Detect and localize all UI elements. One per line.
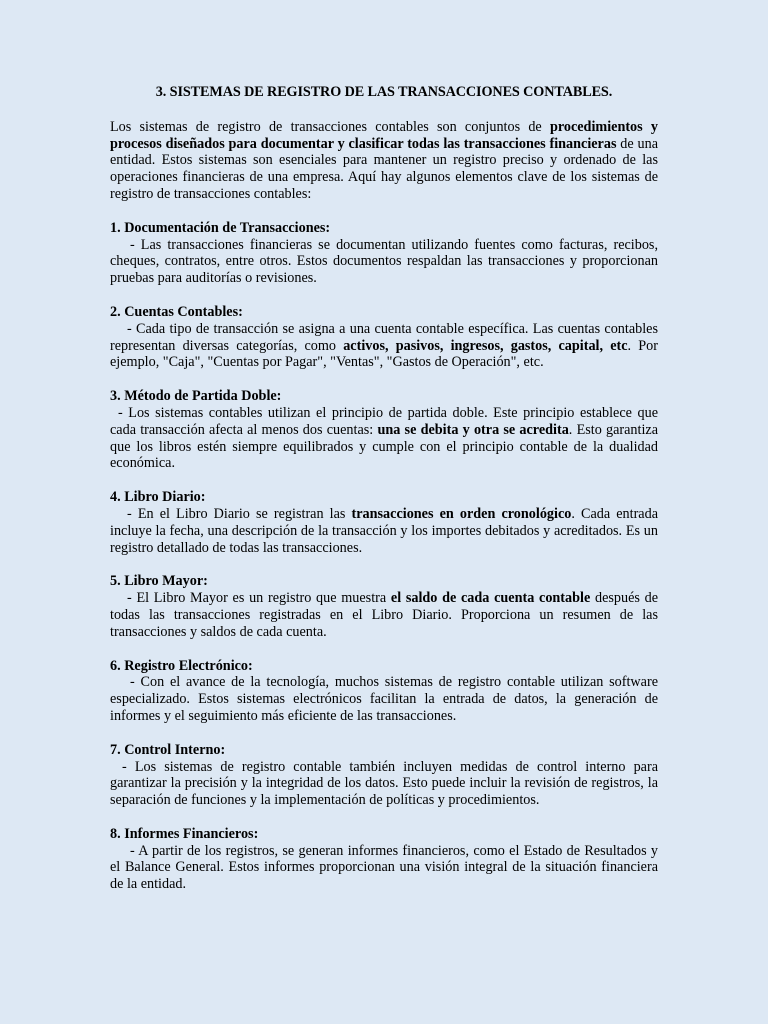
- section-bold-text: el saldo de cada cuenta contable: [390, 590, 591, 607]
- section-body: [110, 506, 658, 556]
- section-body: [110, 405, 658, 472]
- section-registro-electronico: [110, 658, 658, 725]
- intro-bold-text: procedimientos y procesos diseñados para documentar y clasificar todas las transacciones financieras: [110, 118, 658, 152]
- section-heading: 7. Control Interno:: [110, 741, 226, 758]
- section-text: - A partir de los registros, se generan informes financieros, como el Estado de Resultados y el Balance General. Estos informes proporcionan una visión integral de la situación financiera de la entidad.: [110, 842, 658, 893]
- section-text: . Cada entrada incluye la fecha, una descripción de la transacción y los importes debitados y acreditados. Es un registro detallado de todas las transacciones.: [110, 505, 658, 556]
- section-text: . Por ejemplo, "Caja", "Cuentas por Pagar", "Ventas", "Gastos de Operación", etc.: [110, 337, 658, 371]
- section-partida-doble: [110, 388, 658, 472]
- section-libro-diario: [110, 489, 658, 556]
- section-body: [110, 759, 658, 809]
- section-body: [110, 321, 658, 371]
- intro-text-1: Los sistemas de registro de transacciones contables son conjuntos de: [110, 118, 550, 135]
- intro-paragraph: [110, 119, 658, 203]
- section-heading: 4. Libro Diario:: [110, 489, 206, 506]
- section-bold-text: una se debita y otra se acredita: [377, 421, 569, 438]
- section-text: - En el Libro Diario se registran las: [127, 505, 352, 522]
- section-body: [110, 237, 658, 287]
- document-page: [110, 84, 658, 910]
- section-body: [110, 674, 658, 724]
- section-text: - Los sistemas contables utilizan el principio de partida doble. Este principio establece que cada transacción afecta al menos dos cuentas:: [110, 404, 658, 438]
- section-text: - Los sistemas de registro contable también incluyen medidas de control interno para garantizar la precisión y la integridad de los datos. Esto puede incluir la revisión de registros, la separación de funciones y la implementación de políticas y procedimientos.: [110, 758, 658, 809]
- document-title: 3. SISTEMAS DE REGISTRO DE LAS TRANSACCIONES CONTABLES.: [155, 84, 613, 100]
- section-heading: 6. Registro Electrónico:: [110, 657, 253, 674]
- section-heading: 8. Informes Financieros:: [110, 825, 259, 842]
- section-body: [110, 843, 658, 893]
- section-cuentas-contables: [110, 304, 658, 371]
- section-text: - El Libro Mayor es un registro que muestra: [127, 590, 391, 607]
- intro-text-2: de una entidad. Estos sistemas son esenciales para mantener un registro preciso y ordenado de las operaciones financieras de una empresa. Aquí hay algunos elementos clave de los sistemas de registro de transacciones contables:: [110, 135, 658, 202]
- section-text: - Cada tipo de transacción se asigna a una cuenta contable específica. Las cuentas contables representan diversas categorías, como: [110, 320, 658, 354]
- section-bold-text: transacciones en orden cronológico: [351, 505, 572, 522]
- section-heading: 3. Método de Partida Doble:: [110, 388, 282, 405]
- section-documentacion: [110, 220, 658, 287]
- section-body: [110, 590, 658, 640]
- section-control-interno: [110, 742, 658, 809]
- section-text: - Las transacciones financieras se documentan utilizando fuentes como facturas, recibos, cheques, contratos, entre otros. Estos documentos respaldan las transacciones y proporcionan pruebas para auditorías o revisiones.: [110, 236, 658, 287]
- section-informes-financieros: [110, 826, 658, 893]
- section-heading: 1. Documentación de Transacciones:: [110, 219, 331, 236]
- section-heading: 2. Cuentas Contables:: [110, 303, 243, 320]
- section-text: después de todas las transacciones registradas en el Libro Diario. Proporciona un resumen de las transacciones y saldos de cada cuenta.: [110, 590, 658, 640]
- section-text: . Esto garantiza que los libros estén siempre equilibrados y cumple con el principio contable de la dualidad económica.: [110, 421, 658, 472]
- section-bold-text: activos, pasivos, ingresos, gastos, capital, etc: [343, 337, 628, 354]
- section-heading: 5. Libro Mayor:: [110, 573, 208, 590]
- section-text: - Con el avance de la tecnología, muchos sistemas de registro contable utilizan software especializado. Estos sistemas electrónicos facilitan la entrada de datos, la generación de informes y el seguimiento más eficiente de las transacciones.: [110, 674, 658, 724]
- section-libro-mayor: [110, 573, 658, 640]
